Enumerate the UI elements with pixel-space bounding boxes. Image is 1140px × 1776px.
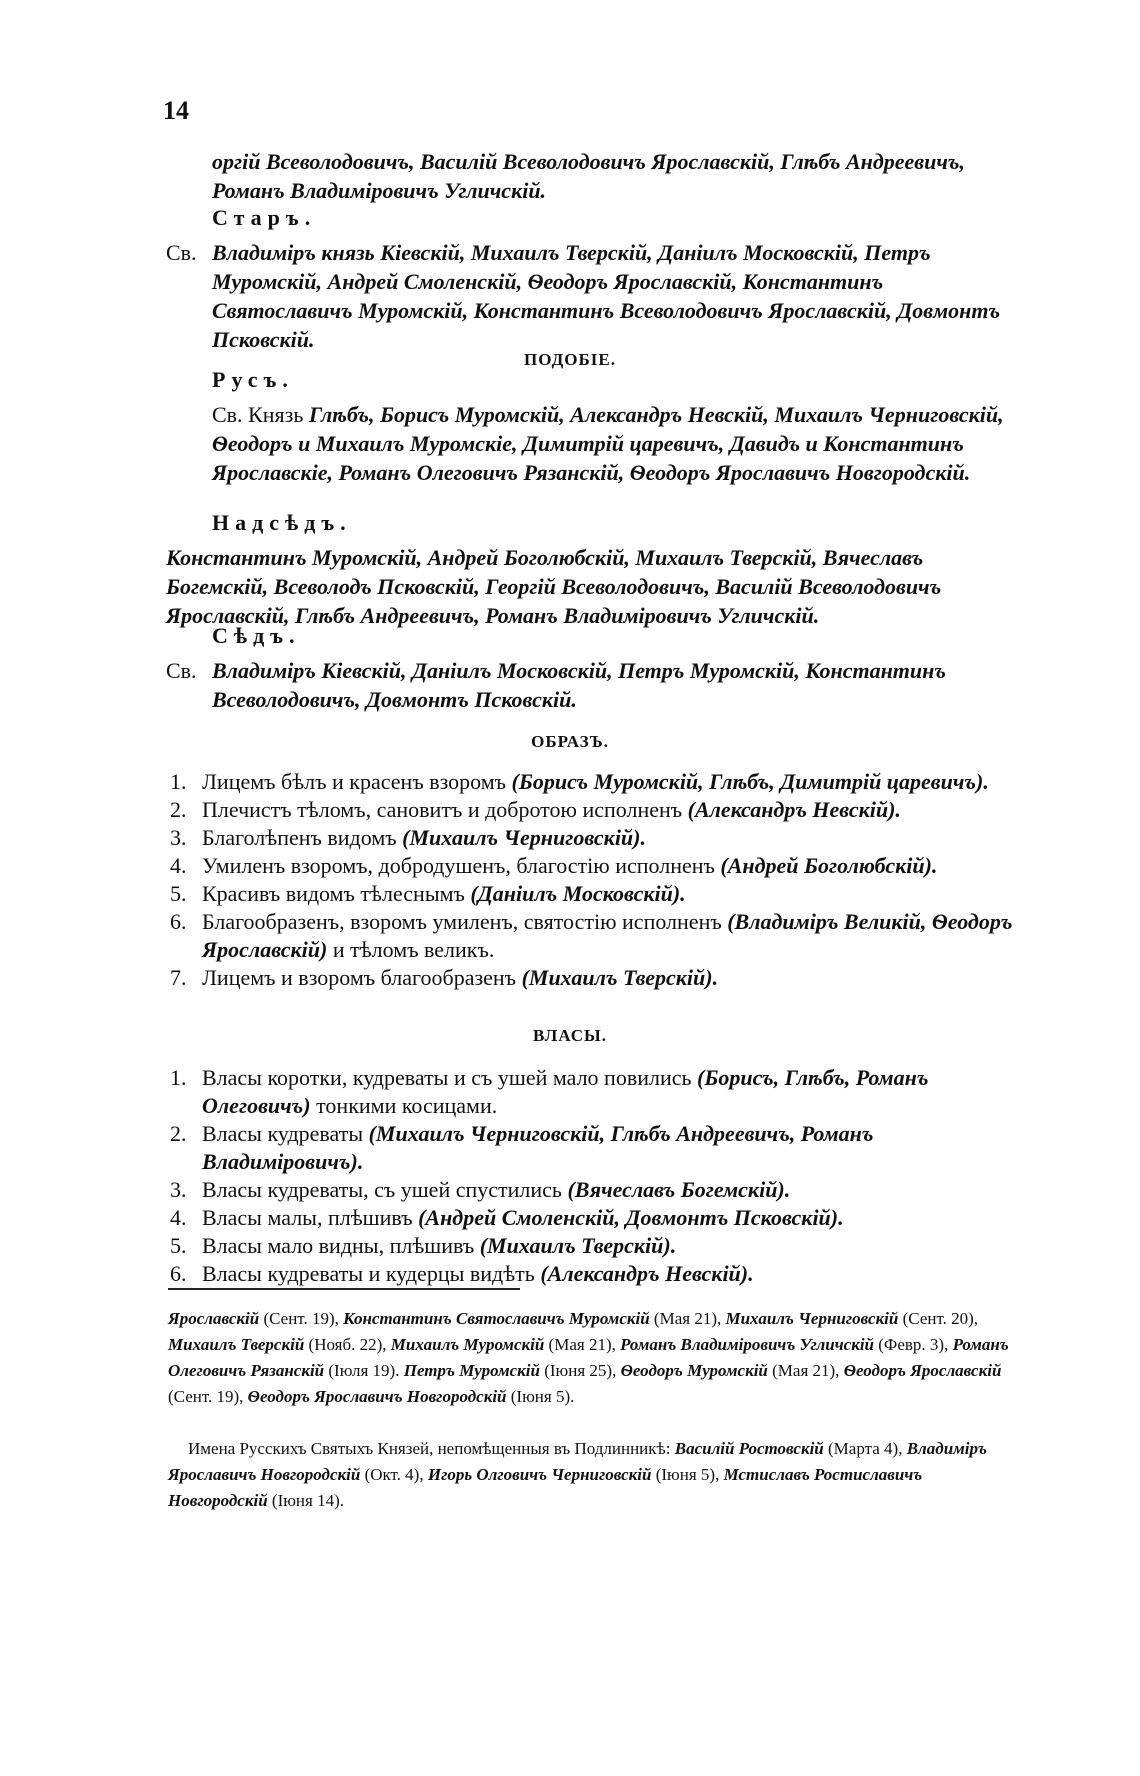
item-text: Власы кудреваты, съ ушей спустились <box>202 1177 562 1202</box>
list-item <box>170 824 1018 852</box>
list-item <box>170 1204 1018 1232</box>
item-text: Власы малы, плѣшивъ <box>202 1205 413 1230</box>
item-number: 5. <box>170 881 187 906</box>
list-item <box>170 1064 1018 1120</box>
sed-prefix: Св. <box>166 658 197 683</box>
star-paragraph <box>166 238 1018 354</box>
item-names: (Александръ Невскій). <box>687 797 901 822</box>
sed-text: Владиміръ Кіевскій, Даніилъ Московскій, Петръ Муромскій, Константинъ Всеволодовичъ, Довмонтъ Псковскій. <box>212 658 946 712</box>
item-number: 3. <box>170 1177 187 1202</box>
list-item <box>170 852 1018 880</box>
item-names: (Михаилъ Тверскій). <box>479 1233 677 1258</box>
item-number: 3. <box>170 825 187 850</box>
list-item <box>170 1260 1018 1288</box>
item-number: 2. <box>170 1121 187 1146</box>
list-item <box>170 1120 1018 1176</box>
star-prefix: Св. <box>166 240 197 265</box>
heading-obraz: ОБРАЗЪ. <box>531 732 609 751</box>
item-text: Власы кудреваты и кудерцы видѣть <box>202 1261 535 1286</box>
item-names: (Андрей Смоленскій, Довмонтъ Псковскій). <box>418 1205 844 1230</box>
item-text: Власы кудреваты <box>202 1121 364 1146</box>
star-text: Владиміръ князь Кіевскій, Михаилъ Тверскій, Даніилъ Московскій, Петръ Муромскій, Андрей Смоленскій, Ѳеодоръ Ярославскій, Константинъ Святославичъ Муромскій, Константинъ Всеволодовичъ Ярославскій, Довмонтъ Псковскій. <box>212 240 1001 352</box>
item-names: (Вячеславъ Богемскій). <box>567 1177 791 1202</box>
sed-paragraph <box>166 656 1018 714</box>
item-names: (Борисъ Муромскій, Глѣбъ, Димитрій царевичъ). <box>511 769 989 794</box>
list-item <box>170 768 1018 796</box>
item-number: 4. <box>170 853 187 878</box>
label-nadsed: Надсѣдъ. <box>212 510 352 535</box>
nadsed-paragraph: Константинъ Муромскій, Андрей Боголюбскій, Михаилъ Тверскій, Вячеславъ Богемскій, Всеволодъ Псковскій, Георгій Всеволодовичъ, Василій Всеволодовичъ Ярославскій, Глѣбъ Андреевичъ, Романъ Владиміровичъ Угличскій. <box>166 545 942 628</box>
footnote-rule <box>168 1288 520 1290</box>
list-item <box>170 880 1018 908</box>
item-names: (Александръ Невскій). <box>540 1261 754 1286</box>
item-names: (Борисъ, Глѣбъ, Романъ Олеговичъ) <box>202 1065 929 1118</box>
item-text: Лицемъ и взоромъ благообразенъ <box>202 965 517 990</box>
list-item <box>170 964 1018 992</box>
list-item <box>170 1232 1018 1260</box>
item-text: Благолѣпенъ видомъ <box>202 825 397 850</box>
item-names: (Михаилъ Черниговскій, Глѣбъ Андреевичъ, Романъ Владиміровичъ). <box>202 1121 874 1174</box>
rus-prefix: Св. Князь <box>212 402 304 427</box>
rus-paragraph <box>212 400 1018 487</box>
item-number: 4. <box>170 1205 187 1230</box>
heading-podobie: ПОДОБІЕ. <box>524 350 616 369</box>
label-star: Старъ. <box>212 205 317 230</box>
item-text: Власы мало видны, плѣшивъ <box>202 1233 475 1258</box>
item-text: Плечистъ тѣломъ, сановитъ и добротою исполненъ <box>202 797 683 822</box>
item-number: 1. <box>170 769 187 794</box>
item-text: Благообразенъ, взоромъ умиленъ, святостію исполненъ <box>202 909 722 934</box>
item-text: Красивъ видомъ тѣлеснымъ <box>202 881 465 906</box>
item-number: 5. <box>170 1233 187 1258</box>
item-names: (Михаилъ Черниговскій). <box>402 825 646 850</box>
item-number: 6. <box>170 1261 187 1286</box>
list-item <box>170 908 1018 964</box>
footnote-2: Имена Русскихъ Святыхъ Князей, непомѣщенныя въ Подлинникѣ: Василій Ростовскій (Марта 4), Владиміръ Ярославичъ Новгородскій (Окт. 4), Игорь Олговичъ Черниговскій (Іюня 5), Мстиславъ Ростиславичъ Новгородскій (Іюня 14). <box>168 1439 987 1510</box>
item-number: 2. <box>170 797 187 822</box>
rus-text: Глѣбъ, Борисъ Муромскій, Александръ Невскій, Михаилъ Черниговскій, Ѳеодоръ и Михаилъ Муромскіе, Димитрій царевичъ, Давидъ и Константинъ Ярославскіе, Романъ Олеговичъ Рязанскій, Ѳеодоръ Ярославичъ Новгородскій. <box>212 402 1004 485</box>
continuation-paragraph: оргій Всеволодовичъ, Василій Всеволодовичъ Ярославскій, Глѣбъ Андреевичъ, Романъ Владиміровичъ Угличскій. <box>212 149 965 203</box>
item-names: (Владиміръ Великій, Ѳеодоръ Ярославскій) <box>202 909 1013 962</box>
item-tail: и тѣломъ великъ. <box>332 937 495 962</box>
heading-vlasy: ВЛАСЫ. <box>532 1026 607 1045</box>
item-number: 7. <box>170 965 187 990</box>
label-rus: Русъ. <box>212 367 294 392</box>
page-number: 14 <box>163 96 189 125</box>
obraz-list <box>170 768 1018 992</box>
item-names: (Даніилъ Московскій). <box>470 881 686 906</box>
item-names: (Андрей Боголюбскій). <box>720 853 938 878</box>
item-number: 6. <box>170 909 187 934</box>
item-text: Лицемъ бѣлъ и красенъ взоромъ <box>202 769 507 794</box>
item-number: 1. <box>170 1065 187 1090</box>
item-names: (Михаилъ Тверскій). <box>521 965 719 990</box>
list-item <box>170 796 1018 824</box>
item-text: Власы коротки, кудреваты и съ ушей мало повились <box>202 1065 692 1090</box>
label-sed: Сѣдъ. <box>212 623 301 648</box>
list-item <box>170 1176 1018 1204</box>
item-text: Умиленъ взоромъ, добродушенъ, благостію исполненъ <box>202 853 715 878</box>
footnote-1: Ярославскій (Сент. 19), Константинъ Святославичъ Муромскій (Мая 21), Михаилъ Черниговскій (Сент. 20), Михаилъ Тверскій (Нояб. 22), Михаилъ Муромскій (Мая 21), Романъ Владиміровичъ Угличскій (Февр. 3), Романъ Олеговичъ Рязанскій (Іюля 19). Петръ Муромскій (Іюня 25), Ѳеодоръ Муромскій (Мая 21), Ѳеодоръ Ярославскій (Сент. 19), Ѳеодоръ Ярославичъ Новгородскій (Іюня 5). <box>168 1309 1009 1406</box>
item-tail: тонкими косицами. <box>316 1093 498 1118</box>
vlasy-list <box>170 1064 1018 1288</box>
